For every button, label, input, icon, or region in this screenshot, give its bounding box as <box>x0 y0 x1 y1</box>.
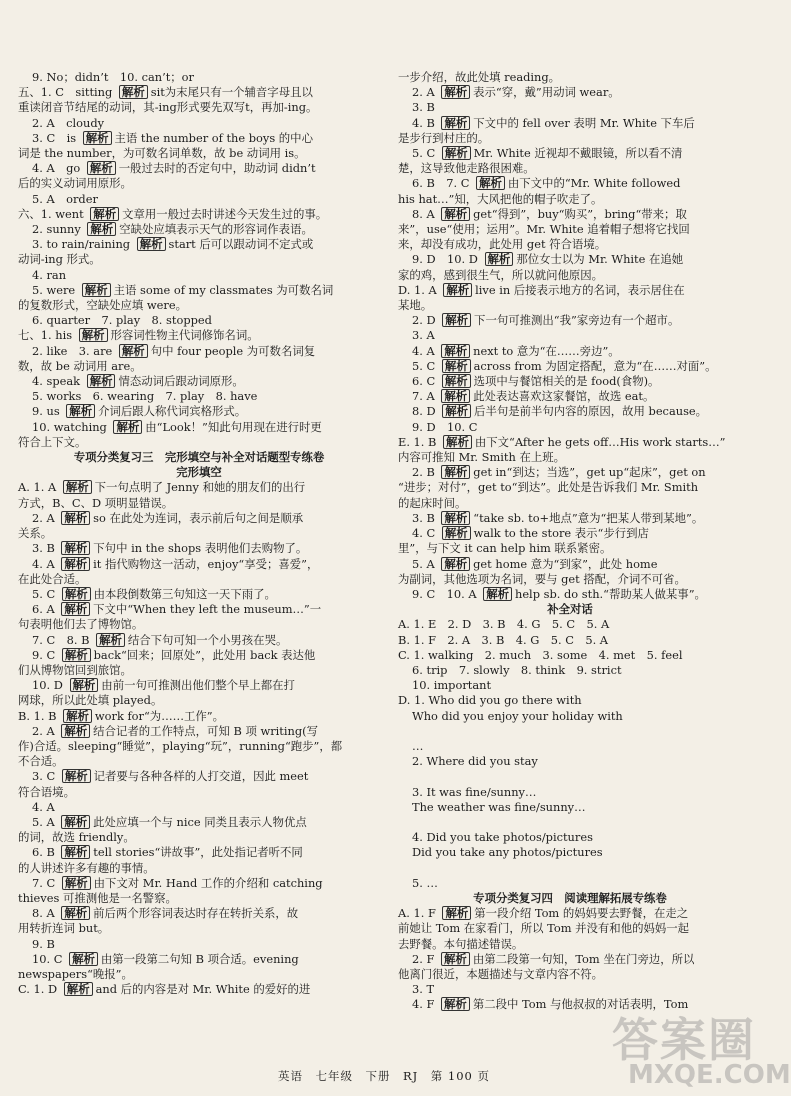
answer-line: 10. important <box>412 678 492 693</box>
answer-line: 家的鸡，感到很生气，所以就问他原因。 <box>398 267 604 282</box>
analysis-tag: 解析 <box>443 435 472 449</box>
analysis-tag: 解析 <box>441 465 470 479</box>
watermark-text: 答案圈 <box>612 1013 756 1067</box>
analysis-tag: 解析 <box>87 374 116 388</box>
answer-line: 符合上下文。 <box>18 434 87 449</box>
answer-line: C. 1. walking 2. much 3. some 4. met 5. feel <box>398 647 683 662</box>
answer-line: 七、1. his 解析 形容词性物主代词修饰名词。 <box>18 328 259 343</box>
answer-line: 2. B 解析 get in“到达；当选”，get up“起床”，get on <box>412 465 706 480</box>
analysis-tag: 解析 <box>442 374 471 388</box>
analysis-tag: 解析 <box>62 769 91 783</box>
answer-line: 3. B 解析 下句中 in the shops 表明他们去购物了。 <box>32 541 308 556</box>
answer-line: newspapers“晚报”。 <box>18 966 133 981</box>
watermark-url: MXQE.COM <box>628 1060 791 1090</box>
analysis-tag: 解析 <box>62 648 91 662</box>
answer-line: 楚，这导致他走路很困难。 <box>398 161 535 176</box>
answer-line: 2. A cloudy <box>32 115 105 130</box>
analysis-tag: 解析 <box>441 511 470 525</box>
answer-line: 3. It was fine/sunny… <box>412 784 537 799</box>
section-heading: 专项分类复习四 阅读理解拓展专练卷 <box>473 890 667 905</box>
answer-line: 9. No；didn’t 10. can’t；or <box>32 70 194 84</box>
answer-line: 4. Did you take photos/pictures <box>412 830 593 845</box>
analysis-tag: 解析 <box>82 283 111 297</box>
answer-line: 内容可推知 Mr. Smith 在上班。 <box>398 450 566 465</box>
analysis-tag: 解析 <box>441 116 470 130</box>
answer-line: 5. C 解析 across from 为固定搭配，意为“在……对面”。 <box>412 358 717 373</box>
analysis-tag: 解析 <box>441 85 470 99</box>
answer-line: 句表明他们去了博物馆。 <box>18 617 144 632</box>
answer-line: A. 1. A 解析 下一句点明了 Jenny 和她的朋友们的出行 <box>18 480 306 495</box>
answer-line: 9. C 解析 back“回来；回原处”，此处用 back 表达他 <box>32 647 316 662</box>
answer-line: 作)合适。sleeping“睡觉”，playing“玩”，running“跑步”，都 <box>18 738 343 753</box>
answer-line: 5. A 解析 此处应填一个与 nice 同类且表示人物优点 <box>32 814 307 829</box>
answer-line: thieves 可推测他是一名警察。 <box>18 890 177 905</box>
answer-line <box>398 861 742 876</box>
answer-line: 7. C 解析 由下文对 Mr. Hand 工作的介绍和 catching <box>32 875 323 890</box>
analysis-tag: 解析 <box>113 420 142 434</box>
answer-line: 六、1. went 解析 文章用一般过去时讲述今天发生过的事。 <box>18 206 328 221</box>
analysis-tag: 解析 <box>90 207 119 221</box>
analysis-tag: 解析 <box>62 587 91 601</box>
answer-line: 2. F 解析 由第二段第一句知，Tom 坐在门旁边，所以 <box>412 951 695 966</box>
answer-line: 4. A <box>32 799 55 814</box>
answer-line: 网球，所以此处填 played。 <box>18 693 163 708</box>
answer-line: 5. A order <box>32 191 98 206</box>
answer-line: 一步介绍，故此处填 reading。 <box>398 70 561 84</box>
answer-line: “进步；对付”，get to“到达”。此处是告诉我们 Mr. Smith <box>398 480 699 495</box>
answer-line: 在此处合适。 <box>18 571 87 586</box>
analysis-tag: 解析 <box>441 952 470 966</box>
answer-line: 来”，use“使用；运用”。Mr. White 追着帽子想将它找回 <box>398 222 690 237</box>
answer-line: 6. A 解析 下文中“When they left the museum…”一 <box>32 602 322 617</box>
answer-line: 2. A 解析 表示“穿，戴”用动词 wear。 <box>412 85 620 100</box>
answer-line: 3. B <box>412 100 435 115</box>
answer-line: 4. A 解析 it 指代购物这一活动，enjoy“享受；喜爱”， <box>32 556 319 571</box>
answer-line: 8. A 解析 get“得到”，buy“购买”，bring“带来；取 <box>412 206 687 221</box>
answer-line: his hat…”知，大风把他的帽子吹走了。 <box>398 191 603 206</box>
analysis-tag: 解析 <box>441 997 470 1011</box>
answer-line: 9. us 解析 介词后跟人称代词宾格形式。 <box>32 404 247 419</box>
analysis-tag: 解析 <box>442 404 471 418</box>
analysis-tag: 解析 <box>443 283 472 297</box>
answer-line: 3. C 解析 记者要与各种各样的人打交道，因此 meet <box>32 769 309 784</box>
analysis-tag: 解析 <box>61 602 90 616</box>
analysis-tag: 解析 <box>441 557 470 571</box>
analysis-tag: 解析 <box>442 906 471 920</box>
right-column <box>398 70 742 1013</box>
left-column <box>18 70 380 997</box>
analysis-tag: 解析 <box>79 328 108 342</box>
answer-line: 6. trip 7. slowly 8. think 9. strict <box>412 662 622 677</box>
answer-line: 4. F 解析 第二段中 Tom 与他叔叔的对话表明，Tom <box>412 997 689 1012</box>
answer-line: 3. A <box>412 328 435 343</box>
answer-line: 2. like 3. are 解析 句中 four people 为可数名词复 <box>32 343 316 358</box>
answer-line: The weather was fine/sunny… <box>412 799 586 814</box>
answer-line: 3. to rain/raining 解析 start 后可以跟动词不定式或 <box>32 237 314 252</box>
answer-line: 6. B 解析 tell stories“讲故事”，此处指记者听不同 <box>32 845 303 860</box>
answer-line: 后的实义动词用原形。 <box>18 176 132 191</box>
answer-line: 数，故 be 动词用 are。 <box>18 358 142 373</box>
answer-line: 7. A 解析 此处表达喜欢这家餐馆，故选 eat。 <box>412 389 655 404</box>
answer-line: 10. D 解析 由前一句可推测出他们整个早上都在打 <box>32 678 295 693</box>
answer-line: 动词-ing 形式。 <box>18 252 101 267</box>
answer-line: 9. D 10. D 解析 那位女士以为 Mr. White 在追她 <box>412 252 684 267</box>
answer-line: 3. C is 解析 主语 the number of the boys 的中心 <box>32 130 313 145</box>
analysis-tag: 解析 <box>476 176 505 190</box>
answer-line: 6. B 7. C 解析 由下文中的“Mr. White followed <box>412 176 681 191</box>
answer-line <box>398 724 742 739</box>
analysis-tag: 解析 <box>61 845 90 859</box>
answer-line: 5. C 解析 Mr. White 近视却不戴眼镜，所以看不清 <box>412 146 683 161</box>
answer-line: 4. A 解析 next to 意为“在……旁边”。 <box>412 343 620 358</box>
answer-line: 2. D 解析 下一句可推测出“我”家旁边有一个超市。 <box>412 313 680 328</box>
answer-line: 3. T <box>412 982 435 997</box>
answer-line: 5. A 解析 get home 意为“到家”，此处 home <box>412 556 658 571</box>
answer-line: A. 1. E 2. D 3. B 4. G 5. C 5. A <box>398 617 610 632</box>
answer-line: 4. ran <box>32 267 67 282</box>
answer-line: 去野餐。本句描述错误。 <box>398 936 524 951</box>
answer-line: 10. watching 解析 由“Look！”知此句用现在进行时更 <box>32 419 322 434</box>
analysis-tag: 解析 <box>69 952 98 966</box>
answer-line: 4. A go 解析 一般过去时的否定句中，助动词 didn’t <box>32 161 316 176</box>
answer-line: 2. sunny 解析 空缺处应填表示天气的形容词作表语。 <box>32 222 313 237</box>
answer-line: 的词，故选 friendly。 <box>18 830 135 845</box>
analysis-tag: 解析 <box>70 678 99 692</box>
analysis-tag: 解析 <box>61 541 90 555</box>
analysis-tag: 解析 <box>442 146 471 160</box>
answer-line: 的人讲述许多有趣的事情。 <box>18 860 155 875</box>
analysis-tag: 解析 <box>483 587 512 601</box>
answer-line: 2. Where did you stay <box>412 754 538 769</box>
answer-line <box>398 769 742 784</box>
answer-line: 关系。 <box>18 526 53 541</box>
answer-line: 来，却没有成功，此处用 get 符合语境。 <box>398 237 607 252</box>
analysis-tag: 解析 <box>441 389 470 403</box>
answer-line: 们从博物馆回到旅馆。 <box>18 662 132 677</box>
answer-line: 为副词，其他选项为名词，要与 get 搭配，介词不可省。 <box>398 571 686 586</box>
answer-line: 某地。 <box>398 298 433 313</box>
page-footer: 英语 七年级 下册 RJ 第 100 页 <box>277 1069 491 1083</box>
analysis-tag: 解析 <box>61 724 90 738</box>
analysis-tag: 解析 <box>87 161 116 175</box>
answer-line: E. 1. B 解析 由下文“After he gets off…His work starts…” <box>398 434 726 449</box>
analysis-tag: 解析 <box>442 313 471 327</box>
answer-line: 10. C 解析 由第一段第二句知 B 项合适。evening <box>32 951 299 966</box>
answer-line: 4. B 解析 下文中的 fell over 表明 Mr. White 下车后 <box>412 115 695 130</box>
answer-line: 9. B <box>32 936 55 951</box>
analysis-tag: 解析 <box>66 404 95 418</box>
answer-line: B. 1. B 解析 work for“为……工作”。 <box>18 708 224 723</box>
answer-line: 3. B 解析 “take sb. to+地点”意为“把某人带到某地”。 <box>412 510 704 525</box>
analysis-tag: 解析 <box>63 480 92 494</box>
analysis-tag: 解析 <box>87 222 116 236</box>
analysis-tag: 解析 <box>485 252 514 266</box>
answer-line: 5. were 解析 主语 some of my classmates 为可数名词 <box>32 282 334 297</box>
analysis-tag: 解析 <box>61 511 90 525</box>
analysis-tag: 解析 <box>83 131 112 145</box>
analysis-tag: 解析 <box>442 526 471 540</box>
analysis-tag: 解析 <box>119 344 148 358</box>
watermark-logo <box>612 1004 791 1092</box>
section-heading: 专项分类复习三 完形填空与补全对话题型专练卷 <box>73 450 325 465</box>
answer-line: 符合语境。 <box>18 784 75 799</box>
answer-line: 五、1. C sitting 解析 sit为末尾只有一个辅音字母且以 <box>18 85 313 100</box>
answer-line: 8. A 解析 前后两个形容词表达时存在转折关系，故 <box>32 906 299 921</box>
answer-line: 词是 the number，为可数名词单数，故 be 动词用 is。 <box>18 146 306 161</box>
answer-line: 5. works 6. wearing 7. play 8. have <box>32 389 258 404</box>
answer-line: 7. C 8. B 解析 结合下句可知一个小男孩在哭。 <box>32 632 288 647</box>
answer-line: 5. C 解析 由本段倒数第三句知这一天下雨了。 <box>32 586 276 601</box>
answer-line: B. 1. F 2. A 3. B 4. G 5. C 5. A <box>398 632 609 647</box>
answer-line: 2. A 解析 so 在此处为连词，表示前后句之间是顺承 <box>32 510 304 525</box>
section-heading: 完形填空 <box>176 465 222 480</box>
answer-line: D. 1. Who did you go there with <box>398 693 582 708</box>
analysis-tag: 解析 <box>119 85 148 99</box>
answer-line: D. 1. A 解析 live in 后接表示地方的名词，表示居住在 <box>398 282 685 297</box>
analysis-tag: 解析 <box>61 557 90 571</box>
answer-line: 前她让 Tom 在家看门，所以 Tom 并没有和他的妈妈一起 <box>398 921 690 936</box>
section-heading: 补全对话 <box>547 602 593 617</box>
answer-line: 是步行到村庄的。 <box>398 130 490 145</box>
answer-line: 方式，B、C、D 项明显错误。 <box>18 495 174 510</box>
answer-line: 9. D 10. C <box>412 419 478 434</box>
answer-line: A. 1. F 解析 第一段介绍 Tom 的妈妈要去野餐，在走之 <box>398 906 689 921</box>
answer-line: 他离门很近，本题描述与文章内容不符。 <box>398 966 604 981</box>
answer-line: 5. … <box>412 875 438 890</box>
answer-line: Did you take any photos/pictures <box>412 845 603 860</box>
answer-line: 9. C 10. A 解析 help sb. do sth.“帮助某人做某事”。 <box>412 586 706 601</box>
answer-line: 用转折连词 but。 <box>18 921 110 936</box>
answer-line: 2. A 解析 结合记者的工作特点，可知 B 项 writing(写 <box>32 723 318 738</box>
answer-line: 6. C 解析 选项中与餐馆相关的是 food(食物)。 <box>412 374 660 389</box>
answer-line: 4. speak 解析 情态动词后跟动词原形。 <box>32 374 244 389</box>
analysis-tag: 解析 <box>64 982 93 996</box>
answer-line: 4. C 解析 walk to the store 表示“步行到店 <box>412 526 649 541</box>
analysis-tag: 解析 <box>441 207 470 221</box>
answer-line: 的复数形式，空缺处应填 were。 <box>18 298 187 313</box>
answer-line: … <box>412 738 424 753</box>
analysis-tag: 解析 <box>96 633 125 647</box>
answer-line: 里”，与下文 it can help him 联系紧密。 <box>398 541 612 556</box>
answer-line: 8. D 解析 后半句是前半句内容的原因，故用 because。 <box>412 404 708 419</box>
answer-line: Who did you enjoy your holiday with <box>412 708 623 723</box>
answer-line: C. 1. D 解析 and 后的内容是对 Mr. White 的爱好的进 <box>18 982 311 997</box>
analysis-tag: 解析 <box>441 344 470 358</box>
analysis-tag: 解析 <box>442 359 471 373</box>
analysis-tag: 解析 <box>137 237 166 251</box>
answer-line: 的起床时间。 <box>398 495 467 510</box>
analysis-tag: 解析 <box>62 876 91 890</box>
analysis-tag: 解析 <box>63 709 92 723</box>
analysis-tag: 解析 <box>61 906 90 920</box>
answer-line <box>398 815 742 830</box>
answer-line: 6. quarter 7. play 8. stopped <box>32 313 212 328</box>
answer-line: 重读闭音节结尾的动词，其-ing形式要先双写t，再加-ing。 <box>18 100 318 115</box>
answer-line: 不合适。 <box>18 754 64 769</box>
analysis-tag: 解析 <box>61 815 90 829</box>
